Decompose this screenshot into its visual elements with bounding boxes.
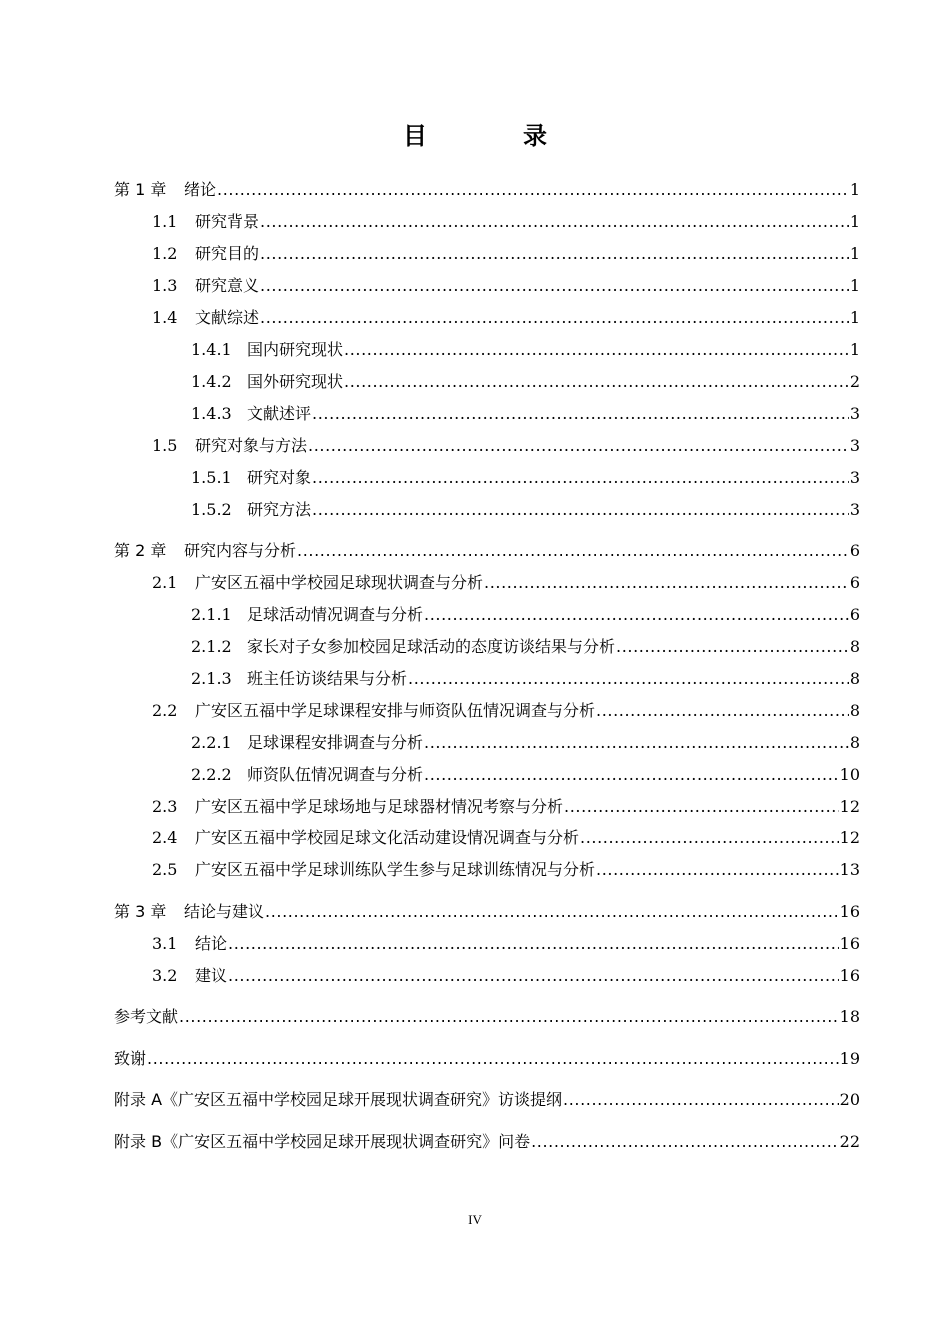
dot-leader	[217, 178, 849, 202]
toc-entry-label: 足球活动情况调查与分析	[247, 605, 424, 624]
toc-entry[interactable]	[152, 932, 860, 956]
toc-entry[interactable]	[152, 210, 860, 234]
dot-leader	[424, 603, 849, 627]
toc-entry-number: 2.1.3	[191, 669, 232, 688]
dot-leader	[344, 338, 849, 362]
toc-entry-label: 研究方法	[247, 500, 312, 519]
toc-entry[interactable]	[191, 763, 860, 787]
toc-entry[interactable]	[191, 466, 860, 490]
toc-entry[interactable]	[191, 603, 860, 627]
dot-leader	[484, 571, 849, 595]
toc-entry-label: 研究目的	[195, 244, 260, 263]
dot-leader	[616, 635, 849, 659]
toc-entry-page: 12	[839, 797, 860, 816]
toc-entry-page: 6	[849, 573, 860, 592]
toc-entry-page: 3	[849, 436, 860, 455]
dot-leader	[228, 964, 839, 988]
toc-entry[interactable]	[152, 699, 860, 723]
dot-leader	[312, 402, 849, 426]
toc-title: 目 录	[403, 122, 583, 150]
toc-entry-number: 第 1 章	[114, 180, 167, 199]
dot-leader	[260, 306, 849, 330]
toc-entry[interactable]	[191, 667, 860, 691]
toc-entry-number: 2.1	[152, 573, 178, 592]
dot-leader	[531, 1130, 839, 1154]
page-number: IV	[468, 1212, 482, 1227]
toc-entry[interactable]	[114, 178, 860, 202]
toc-entry-label: 研究对象与方法	[195, 436, 308, 455]
toc-entry-page: 1	[849, 212, 860, 231]
toc-entry-page: 16	[839, 934, 860, 953]
toc-entry-label: 参考文献	[114, 1007, 179, 1026]
toc-entry[interactable]	[114, 1047, 860, 1071]
dot-leader	[424, 763, 839, 787]
toc-entry-number: 第 2 章	[114, 541, 167, 560]
toc-entry[interactable]	[152, 434, 860, 458]
dot-leader	[563, 1088, 839, 1112]
toc-entry-label: 研究背景	[195, 212, 260, 231]
toc-entry-number: 2.2.2	[191, 765, 232, 784]
toc-entry[interactable]	[191, 402, 860, 426]
toc-entry-page: 6	[849, 541, 860, 560]
toc-entry[interactable]	[152, 964, 860, 988]
dot-leader	[260, 274, 849, 298]
toc-entry-page: 16	[839, 902, 860, 921]
toc-entry-number: 1.5.2	[191, 500, 232, 519]
toc-entry-page: 20	[839, 1090, 860, 1109]
toc-entry-label: 广安区五福中学足球训练队学生参与足球训练情况与分析	[195, 860, 596, 879]
toc-entry-label: 班主任访谈结果与分析	[247, 669, 408, 688]
dot-leader	[564, 795, 839, 819]
toc-entry-page: 10	[839, 765, 860, 784]
dot-leader	[596, 858, 839, 882]
toc-entry[interactable]	[114, 1005, 860, 1029]
toc-entry[interactable]	[114, 900, 860, 924]
toc-entry-label: 文献述评	[247, 404, 312, 423]
toc-entry-label: 致谢	[114, 1049, 147, 1068]
toc-entry-number: 1.1	[152, 212, 178, 231]
dot-leader	[312, 498, 849, 522]
dot-leader	[580, 826, 839, 850]
toc-entry[interactable]	[152, 826, 860, 850]
toc-entry-label: 师资队伍情况调查与分析	[247, 765, 424, 784]
toc-entry-label: 结论	[195, 934, 228, 953]
toc-entry-number: 1.2	[152, 244, 178, 263]
toc-entry[interactable]	[114, 539, 860, 563]
toc-entry-number: 1.4.1	[191, 340, 232, 359]
toc-entry-page: 1	[849, 276, 860, 295]
toc-entry-number: 2.1.2	[191, 637, 232, 656]
dot-leader	[424, 731, 849, 755]
toc-entry-label: 建议	[195, 966, 228, 985]
toc-entry-page: 8	[849, 733, 860, 752]
dot-leader	[260, 242, 849, 266]
toc-entry[interactable]	[191, 635, 860, 659]
toc-entry[interactable]	[152, 242, 860, 266]
dot-leader	[260, 210, 849, 234]
toc-entry-page: 13	[839, 860, 860, 879]
toc-entry-page: 1	[849, 308, 860, 327]
toc-entry[interactable]	[152, 274, 860, 298]
toc-entry-label: 文献综述	[195, 308, 260, 327]
toc-entry-number: 2.3	[152, 797, 178, 816]
toc-entry[interactable]	[114, 1088, 860, 1112]
toc-entry-label: 家长对子女参加校园足球活动的态度访谈结果与分析	[247, 637, 616, 656]
dot-leader	[308, 434, 849, 458]
toc-entry-number: 3.2	[152, 966, 178, 985]
toc-entry-number: 1.4	[152, 308, 178, 327]
toc-entry-number: 2.5	[152, 860, 178, 879]
toc-entry-page: 3	[849, 468, 860, 487]
toc-entry-label: 足球课程安排调查与分析	[247, 733, 424, 752]
toc-entry-page: 2	[849, 372, 860, 391]
toc-entry-page: 3	[849, 500, 860, 519]
toc-entry-page: 1	[849, 244, 860, 263]
toc-entry-label: 广安区五福中学足球场地与足球器材情况考察与分析	[195, 797, 564, 816]
dot-leader	[228, 932, 839, 956]
dot-leader	[179, 1005, 839, 1029]
toc-entry-label: 附录 B《广安区五福中学校园足球开展现状调查研究》问卷	[114, 1132, 531, 1151]
toc-entry[interactable]	[152, 571, 860, 595]
toc-entry-label: 附录 A《广安区五福中学校园足球开展现状调查研究》访谈提纲	[114, 1090, 563, 1109]
toc-entry-label: 广安区五福中学校园足球文化活动建设情况调查与分析	[195, 828, 580, 847]
toc-entry-page: 19	[839, 1049, 860, 1068]
toc-entry-label: 国外研究现状	[247, 372, 344, 391]
dot-leader	[265, 900, 839, 924]
toc-entry-page: 16	[839, 966, 860, 985]
toc-entry-number: 1.5	[152, 436, 178, 455]
toc-entry-page: 3	[849, 404, 860, 423]
toc-entry-page: 8	[849, 701, 860, 720]
toc-entry-label: 广安区五福中学足球课程安排与师资队伍情况调查与分析	[195, 701, 596, 720]
toc-entry-label: 研究对象	[247, 468, 312, 487]
toc-entry[interactable]	[152, 858, 860, 882]
dot-leader	[297, 539, 849, 563]
toc-entry-number: 1.5.1	[191, 468, 232, 487]
toc-entry-number: 2.4	[152, 828, 178, 847]
toc-entry[interactable]	[114, 1130, 860, 1154]
toc-entry-page: 1	[849, 340, 860, 359]
toc-entry[interactable]	[152, 306, 860, 330]
dot-leader	[408, 667, 849, 691]
toc-entry-number: 1.3	[152, 276, 178, 295]
toc-entry[interactable]	[191, 370, 860, 394]
toc-entry-page: 8	[849, 637, 860, 656]
toc-entry-page: 8	[849, 669, 860, 688]
toc-entry-label: 广安区五福中学校园足球现状调查与分析	[195, 573, 484, 592]
dot-leader	[344, 370, 849, 394]
toc-entry-label: 结论与建议	[184, 902, 265, 921]
toc-entry-number: 2.2	[152, 701, 178, 720]
toc-entry[interactable]	[191, 338, 860, 362]
toc-entry[interactable]	[191, 498, 860, 522]
dot-leader	[312, 466, 849, 490]
toc-entry-label: 研究意义	[195, 276, 260, 295]
toc-entry[interactable]	[191, 731, 860, 755]
dot-leader	[596, 699, 849, 723]
toc-entry-number: 1.4.3	[191, 404, 232, 423]
toc-entry-page: 6	[849, 605, 860, 624]
toc-entry-label: 研究内容与分析	[184, 541, 297, 560]
toc-entry-label: 国内研究现状	[247, 340, 344, 359]
dot-leader	[147, 1047, 839, 1071]
toc-entry-label: 绪论	[184, 180, 217, 199]
toc-entry-number: 1.4.2	[191, 372, 232, 391]
toc-entry-number: 3.1	[152, 934, 178, 953]
toc-entry-page: 22	[839, 1132, 860, 1151]
toc-entry-number: 第 3 章	[114, 902, 167, 921]
toc-entry[interactable]	[152, 795, 860, 819]
toc-entry-number: 2.2.1	[191, 733, 232, 752]
toc-entry-page: 1	[849, 180, 860, 199]
toc-entry-page: 12	[839, 828, 860, 847]
toc-entry-number: 2.1.1	[191, 605, 232, 624]
toc-entry-page: 18	[839, 1007, 860, 1026]
